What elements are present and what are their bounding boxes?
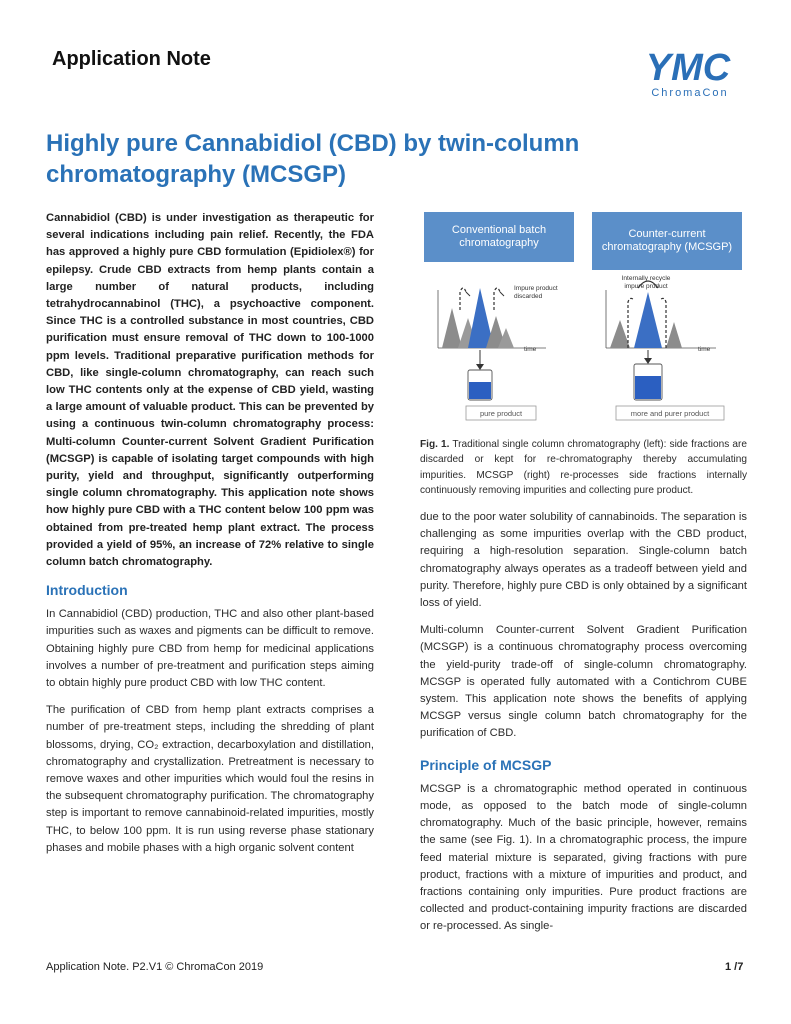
right-chromatogram — [606, 275, 724, 420]
right-paragraph-1: due to the poor water solubility of cannabinoids. The separation is challenging as some impurities overlap with the CBD product, requiring a high-resolution separation. Single-column batch chromatography always operates as a tradeoff between yield and purity. Therefore, highly pure CBD is only obtained by a significant loss of yield. — [420, 511, 747, 610]
right-paragraph-2: Multi-column Counter-current Solvent Gradient Purification (MCSGP) is a continuous chromatography process overcoming the yield-purity trade-off of single-column chromatography. MCSGP is operated fully automated with a Contichrom CUBE system. This application note shows the benefits of applying MCSGP versus single column batch chromatography for the purification of CBD. — [420, 624, 747, 740]
right-column-text — [420, 509, 747, 936]
ymc-chromacon-logo — [628, 46, 748, 102]
introduction-heading: Introduction — [46, 582, 128, 598]
left-discard-note-line: Impure product — [514, 285, 558, 292]
footer-document-info: Application Note. P2.V1 © ChromaCon 2019 — [46, 961, 264, 973]
left-discard-note-line: discarded — [514, 293, 543, 300]
right-recycle-note-line: Internally recycle — [621, 275, 671, 282]
right-recycle-note-line: impure product — [624, 283, 668, 290]
figure-caption-text: Traditional single column chromatography (left): side fractions are discarded or kept for re-chromatography thereby accumulating impurities. MCSGP (right) re-processes side fractions internally continuously removing impurities and collecting pure product. — [420, 439, 747, 496]
right-result-label: more and purer product — [630, 409, 710, 418]
intro-paragraph-1: In Cannabidiol (CBD) production, THC and also other plant-based impurities such as waxes and pigments can be difficult to remove. Obtaining highly pure CBD from hemp for medicinal applications involves a number of pre-treatment and purification steps aiming to obtain highly pure product CBD with low THC content. — [46, 608, 374, 690]
principle-heading: Principle of MCSGP — [420, 756, 552, 773]
document-type-heading: Application Note — [52, 48, 211, 70]
logo-sub-text: ChromaCon — [651, 87, 729, 99]
figure-caption-label: Fig. 1. — [420, 439, 450, 450]
page-title: Highly pure Cannabidiol (CBD) by twin-column chromatography (MCSGP) — [46, 130, 580, 188]
left-impurity-peak — [442, 308, 462, 348]
figure-1-caption — [420, 437, 747, 498]
right-time-label: time — [698, 346, 711, 353]
page-number: 1 /7 — [725, 961, 744, 973]
logo-main-text: YMC — [645, 47, 731, 89]
right-collected-liquid — [635, 376, 661, 399]
left-time-label: time — [524, 346, 537, 353]
intro-paragraph-2: The purification of CBD from hemp plant extracts comprises a number of pre-treatment steps, including the shredding of plant blossoms, drying, CO₂ extraction, decarboxylation and distillation, chromatography and crystallization. Pretreatment is necessary to remove waxes and other impurities which would foul the resins in the subsequent chromatography purification. The chromatography step is important to remove cannabinoid-related impurities, mostly THC, to below 100 ppm. It is run using reverse phase stationary phases and mobile phases with a high organic solvent content — [46, 704, 374, 854]
right-impurity-peak — [610, 320, 630, 348]
left-chromatogram — [438, 285, 558, 420]
right-impurity-peak — [666, 322, 682, 348]
introduction-section — [46, 582, 374, 857]
figure-1-diagram — [416, 210, 752, 428]
left-result-label: pure product — [479, 409, 523, 418]
left-panel-header-label: Conventional batch chromatography — [451, 224, 547, 249]
left-collected-liquid — [469, 382, 491, 399]
right-panel-header-label: Counter-current chromatography (MCSGP) — [601, 228, 733, 253]
abstract-paragraph: Cannabidiol (CBD) is under investigation as therapeutic for several indications including pain relief. Recently, the FDA has approved a highly pure CBD formulation (Epidiolex®) for epilepsy. Crude CBD extracts from hemp plants contain a large number of natural products, including tetrahydrocannabinol (THC), a psychoactive component. Since THC is a controlled substance in most countries, CBD purification must ensure removal of THC down to 100-1000 ppm levels. Traditional preparative purification methods for CBD, like single-column chromatography, can reach such low THC contents only at the expense of CBD yield, wasting a large amount of valuable product. This can be prevented by using a continuous twin-column chromatography process: Multi-column Counter-current Solvent Gradient Purification (MCSGP) is capable of isolating target compounds with high purity, yield and throughput, significantly outperforming single column chromatography. This application note shows how highly pure CBD with a THC content below 100 ppm was obtained from pre-treated hemp plant extract. The process provided a yield of 95%, an increase of 72% relative to single column batch chromatography. — [46, 212, 374, 569]
right-product-peak — [634, 292, 662, 348]
right-paragraph-3: MCSGP is a chromatographic method operated in continuous mode, as opposed to the batch mode of single-column chromatography. Much of the basic principle, however, remains the same (see Fig. 1). In a chromatographic process, the impure feed material mixture is separated, giving fractions with pure product, fractions with a mixture of impurities and product, and fractions containing only impurities. Pure product fractions are collected and product-containing impurity fractions are discarded or re-processed. As single- — [420, 782, 747, 933]
